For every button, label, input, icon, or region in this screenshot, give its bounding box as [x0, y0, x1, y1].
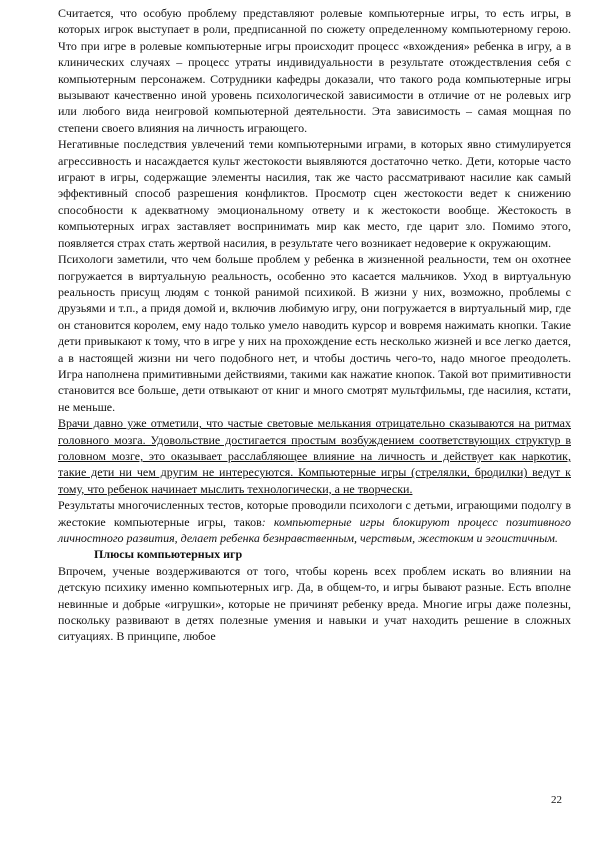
paragraph-negative-effects: Негативные последствия увлечений теми компьютерными играми, в которых явно стимулируется агрессивность и насаждается культ жестокости выявляются достаточно четко. Дети, которые часто играют в игры, содержащие элементы насилия, так же часто рассматривают насилие как самый эффективный способ разрешения конфликтов. Просмотр сцен жестокости ведет к снижению способности к адекватному эмоциональному ответу и к жестокости вообще. Жестокость в компьютерных играх заставляет воспринимать мир как место, где царит зло. Помимо этого, появляется страх стать жертвой насилия, в результате чего возникает недоверие к окружающим.: [58, 137, 571, 250]
paragraph-role-games: Считается, что особую проблему представляют ролевые компьютерные игры, то есть игры, в которых игрок выступает в роли, предписанной по сюжету определенному компьютерному герою. Что при игре в ролевые компьютерные игры происходит процесс «вхождения» ребенка в игру, а в клинических случаях – процесс утраты индивидуальности в результате отождествления себя с компьютерным персонажем. Сотрудники кафедры доказали, что такого рода компьютерные игры вызывают качественно иной уровень психологической зависимости в отличие от не ролевых игр или любого вида неигровой компьютерной деятельности. Эта зависимость – самая мощная по степени своего влияния на личность играющего.: [58, 6, 571, 135]
page-number: 22: [551, 794, 562, 806]
test-results-conclusion: : компьютерные игры блокируют процесс позитивного личностного развития, делает ребенка безнравственным, черствым, жестоким и эгоистичным.: [58, 514, 571, 545]
paragraph-however: Впрочем, ученые воздерживаются от того, чтобы корень всех проблем искать во влиянии на детскую психику именно компьютерных игр. Да, в общем-то, и игры бывают разные. Есть вполне невинные и добрые «игрушки», которые не причинят ребенку вреда. Многие игры даже полезны, поскольку развивают в детях полезные умения и навыки и учат находить решение в сложных ситуациях. В принципе, любое: [58, 563, 571, 644]
paragraph-test-results: [58, 497, 571, 546]
section-heading: Плюсы компьютерных игр: [94, 547, 243, 562]
paragraph-virtual-reality: Психологи заметили, что чем больше проблем у ребенка в жизненной реальности, тем он охотнее погружается в виртуальную реальность, особенно это касается мальчиков. Уход в виртуальную реальность присущ людям с тонкой ранимой психикой. В жизни у них, возможно, проблемы с друзьями и т.п., а придя домой и, включив любимую игру, они погружается в виртуальный мир, где он становится королем, ему надо только умело наводить курсор и вовремя нажимать кнопки. Такие дети привыкают к тому, что в игре у них на прохождение есть несколько жизней и все легко дается, а в настоящей жизни ни чего подобного нет, и чтобы достичь чего-то, надо многое преодолеть. Игра наполнена примитивными действиями, такими как нажатие кнопок. Такой вот примитивности становится все больше, дети отвыкают от книг и много смотрят мультфильмы, где насилия, кстати, не меньше.: [58, 252, 571, 414]
test-results-intro: Результаты многочисленных тестов, которые проводили психологи с детьми, играющими подолгу в жестокие компьютерные игры, таков: [58, 498, 571, 529]
document-body: [58, 5, 571, 645]
paragraph-doctors-underlined: Врачи давно уже отметили, что частые световые мелькания отрицательно сказываются на ритмах головного мозга. Удовольствие достигается простым возбуждением соответствующих структур в головном мозге, это оказывает расслабляющее влияние на личность и действует как наркотик, такие дети ни чем другим не интересуются. Компьютерные игры (стрелялки, бродилки) ведут к тому, что ребенок начинает мыслить технологически, а не творчески.: [58, 416, 571, 496]
